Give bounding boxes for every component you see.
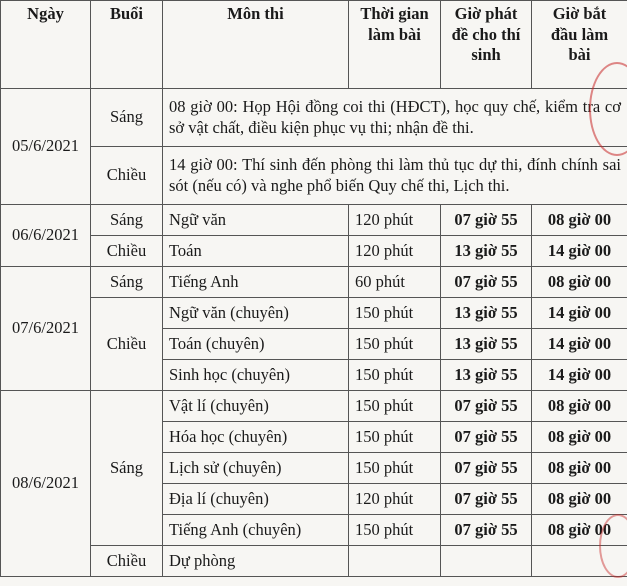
subject-cell: Tiếng Anh <box>163 267 349 298</box>
table-row <box>1 298 627 329</box>
subject-cell: Hóa học (chuyên) <box>163 422 349 453</box>
duration-cell: 120 phút <box>349 484 441 515</box>
date-cell: 05/6/2021 <box>1 89 91 205</box>
header-duration: Thời gian làm bài <box>349 1 441 89</box>
subject-cell: Địa lí (chuyên) <box>163 484 349 515</box>
subject-cell: Ngữ văn <box>163 205 349 236</box>
distribute-time-cell: 07 giờ 55 <box>441 453 532 484</box>
start-time-cell: 08 giờ 00 <box>532 453 627 484</box>
start-time-cell: 14 giờ 00 <box>532 236 627 267</box>
subject-cell: Dự phòng <box>163 546 349 577</box>
start-time-cell: 14 giờ 00 <box>532 329 627 360</box>
date-cell: 07/6/2021 <box>1 267 91 391</box>
distribute-time-cell: 13 giờ 55 <box>441 360 532 391</box>
duration-cell: 150 phút <box>349 360 441 391</box>
duration-cell: 120 phút <box>349 205 441 236</box>
distribute-time-cell: 07 giờ 55 <box>441 484 532 515</box>
start-time-cell <box>532 546 627 577</box>
note-cell: 08 giờ 00: Họp Hội đồng coi thi (HĐCT), học quy chế, kiểm tra cơ sở vật chất, điều kiện phục vụ thi; nhận đề thi. <box>163 89 627 147</box>
duration-cell: 150 phút <box>349 329 441 360</box>
table-row <box>1 147 627 205</box>
distribute-time-cell: 07 giờ 55 <box>441 391 532 422</box>
distribute-time-cell: 13 giờ 55 <box>441 236 532 267</box>
distribute-time-cell: 13 giờ 55 <box>441 298 532 329</box>
start-time-cell: 08 giờ 00 <box>532 267 627 298</box>
session-cell: Chiều <box>91 298 163 391</box>
table-row <box>1 205 627 236</box>
distribute-time-cell: 13 giờ 55 <box>441 329 532 360</box>
session-cell: Chiều <box>91 236 163 267</box>
header-start-time: Giờ bắt đầu làm bài <box>532 1 627 89</box>
header-distribute-time: Giờ phát đề cho thí sinh <box>441 1 532 89</box>
table-row <box>1 546 627 577</box>
duration-cell: 150 phút <box>349 391 441 422</box>
distribute-time-cell <box>441 546 532 577</box>
duration-cell: 150 phút <box>349 515 441 546</box>
distribute-time-cell: 07 giờ 55 <box>441 205 532 236</box>
date-cell: 06/6/2021 <box>1 205 91 267</box>
table-row <box>1 391 627 422</box>
start-time-cell: 14 giờ 00 <box>532 360 627 391</box>
table-row <box>1 89 627 147</box>
session-cell: Chiều <box>91 546 163 577</box>
start-time-cell: 08 giờ 00 <box>532 484 627 515</box>
session-cell: Chiều <box>91 147 163 205</box>
start-time-cell: 08 giờ 00 <box>532 391 627 422</box>
header-date: Ngày <box>1 1 91 89</box>
duration-cell: 150 phút <box>349 298 441 329</box>
duration-cell <box>349 546 441 577</box>
table-row <box>1 236 627 267</box>
distribute-time-cell: 07 giờ 55 <box>441 422 532 453</box>
subject-cell: Ngữ văn (chuyên) <box>163 298 349 329</box>
session-cell: Sáng <box>91 391 163 546</box>
header-row <box>1 1 627 89</box>
duration-cell: 150 phút <box>349 453 441 484</box>
distribute-time-cell: 07 giờ 55 <box>441 515 532 546</box>
note-cell: 14 giờ 00: Thí sinh đến phòng thi làm thủ tục dự thi, đính chính sai sót (nếu có) và nghe phổ biến Quy chế thi, Lịch thi. <box>163 147 627 205</box>
subject-cell: Lịch sử (chuyên) <box>163 453 349 484</box>
duration-cell: 120 phút <box>349 236 441 267</box>
session-cell: Sáng <box>91 89 163 147</box>
header-subject: Môn thi <box>163 1 349 89</box>
subject-cell: Tiếng Anh (chuyên) <box>163 515 349 546</box>
start-time-cell: 08 giờ 00 <box>532 422 627 453</box>
duration-cell: 60 phút <box>349 267 441 298</box>
subject-cell: Sinh học (chuyên) <box>163 360 349 391</box>
start-time-cell: 14 giờ 00 <box>532 298 627 329</box>
start-time-cell: 08 giờ 00 <box>532 515 627 546</box>
header-session: Buổi <box>91 1 163 89</box>
subject-cell: Toán <box>163 236 349 267</box>
session-cell: Sáng <box>91 205 163 236</box>
duration-cell: 150 phút <box>349 422 441 453</box>
subject-cell: Toán (chuyên) <box>163 329 349 360</box>
date-cell: 08/6/2021 <box>1 391 91 577</box>
distribute-time-cell: 07 giờ 55 <box>441 267 532 298</box>
table-row <box>1 267 627 298</box>
start-time-cell: 08 giờ 00 <box>532 205 627 236</box>
subject-cell: Vật lí (chuyên) <box>163 391 349 422</box>
session-cell: Sáng <box>91 267 163 298</box>
